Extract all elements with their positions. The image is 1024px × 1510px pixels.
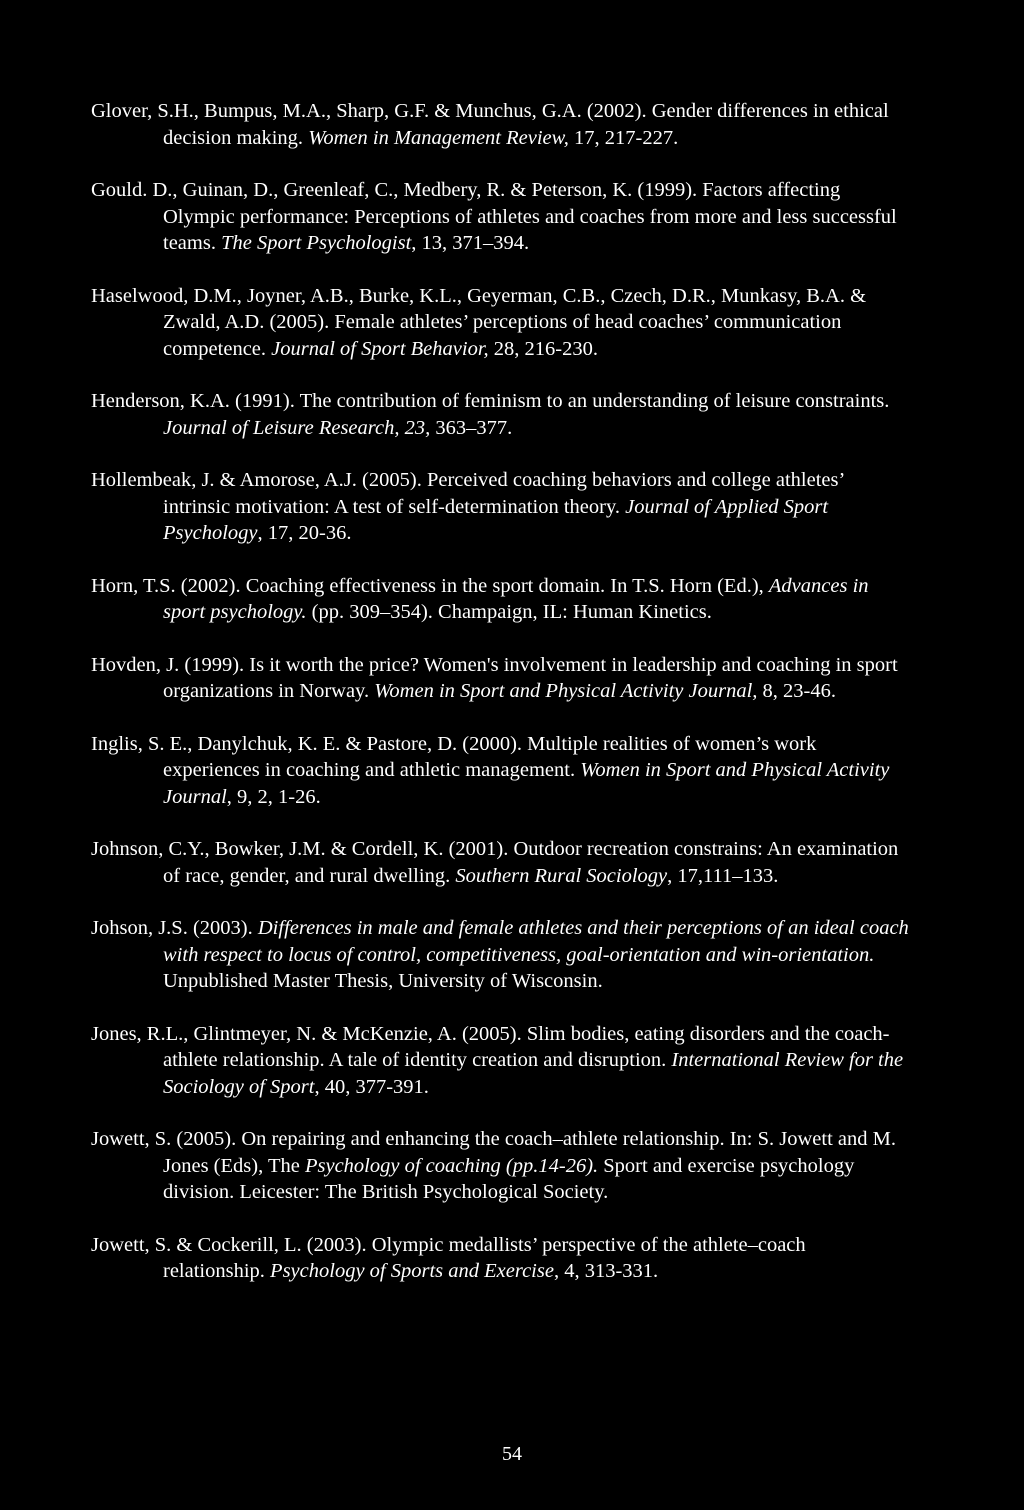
reference-text: Jowett, S. & Cockerill, L. (2003). Olympic medallists’ perspective of the athlete–coach relationship. xyxy=(91,1233,806,1282)
reference-source-title: Women in Management Review, xyxy=(308,126,569,149)
reference-text: Inglis, S. E., Danylchuk, K. E. & Pastore, D. (2000). Multiple realities of women’s work experiences in coaching and athletic management. xyxy=(91,732,817,781)
reference-text: Hovden, J. (1999). Is it worth the price? Women's involvement in leadership and coaching in sport organizations in Norway. xyxy=(91,653,898,702)
reference-entry xyxy=(91,98,911,151)
reference-text: Hollembeak, J. & Amorose, A.J. (2005). Perceived coaching behaviors and college athletes’ intrinsic motivation: A test of self-determination theory. xyxy=(91,469,844,518)
reference-text: Glover, S.H., Bumpus, M.A., Sharp, G.F. & Munchus, G.A. (2002). Gender differences in ethical decision making. xyxy=(91,100,889,149)
reference-entry xyxy=(91,1232,911,1285)
reference-text: 28, 216-230. xyxy=(488,337,598,360)
reference-entry xyxy=(91,731,911,811)
reference-text: Unpublished Master Thesis, University of Wisconsin. xyxy=(163,970,603,992)
reference-entry xyxy=(91,283,911,363)
reference-text: Johnson, C.Y., Bowker, J.M. & Cordell, K. (2001). Outdoor recreation constrains: An examination of race, gender, and rural dwelling. xyxy=(91,838,899,887)
reference-entry xyxy=(91,1126,911,1206)
reference-text: 17, 217-227. xyxy=(568,126,679,149)
reference-source-title: International Review for the Sociology of Sport xyxy=(163,1049,904,1098)
reference-text: Jones, R.L., Glintmeyer, N. & McKenzie, A. (2005). Slim bodies, eating disorders and the coach-athlete relationship. A tale of identity creation and disruption. xyxy=(91,1022,890,1071)
reference-entry xyxy=(91,652,911,705)
reference-source-title: Psychology of Sports and Exercise xyxy=(270,1260,554,1282)
reference-source-title: Southern Rural Sociology xyxy=(455,864,668,887)
reference-text: Haselwood, D.M., Joyner, A.B., Burke, K.L., Geyerman, C.B., Czech, D.R., Munkasy, B.A. & Zwald, A.D. (2005). Female athletes’ perceptions of head coaches’ communication competence. xyxy=(91,284,867,360)
reference-source-title: Women in Sport and Physical Activity Journal xyxy=(163,759,890,808)
reference-list xyxy=(91,98,911,1311)
reference-text: , 40, 377-391. xyxy=(314,1075,429,1098)
reference-text: , 17,111–133. xyxy=(667,864,779,887)
reference-text: , 4, 313-331. xyxy=(553,1260,659,1282)
reference-text: (pp. 309–354). Champaign, IL: Human Kinetics. xyxy=(306,601,712,623)
reference-source-title: Journal of Applied Sport Psychology xyxy=(163,495,829,544)
reference-text: Johson, J.S. (2003). xyxy=(91,917,258,939)
reference-text: Sport and exercise psychology division. Leicester: The British Psychological Society. xyxy=(163,1154,855,1203)
reference-source-title: Psychology of coaching (pp.14-26). xyxy=(304,1154,599,1177)
reference-source-title: Advances in sport psychology. xyxy=(163,574,869,623)
reference-text: , 13, 371–394. xyxy=(411,232,530,254)
reference-text: Gould. D., Guinan, D., Greenleaf, C., Medbery, R. & Peterson, K. (1999). Factors affecting Olympic performance: Perceptions of athletes and coaches from more and less successful teams. xyxy=(91,179,897,254)
reference-entry xyxy=(91,836,911,889)
reference-entry xyxy=(91,573,911,626)
reference-source-title: Differences in male and female athletes and their perceptions of an ideal coach with respect to locus of control, competitiveness, goal-orientation and win-orientation. xyxy=(163,917,909,966)
reference-entry xyxy=(91,1021,911,1101)
reference-source-title: Women in Sport and Physical Activity Journal, xyxy=(374,680,758,702)
reference-entry xyxy=(91,915,911,995)
reference-entry xyxy=(91,388,911,441)
reference-text: Henderson, K.A. (1991). The contribution of feminism to an understanding of leisure constraints. xyxy=(91,390,890,412)
reference-text: Horn, T.S. (2002). Coaching effectiveness in the sport domain. In T.S. Horn (Ed.), xyxy=(91,574,769,597)
reference-text: Jowett, S. (2005). On repairing and enhancing the coach–athlete relationship. In: S. Jowett and M. Jones (Eds), The xyxy=(91,1128,896,1177)
reference-entry xyxy=(91,467,911,547)
reference-text: , 17, 20-36. xyxy=(257,522,352,544)
reference-entry xyxy=(91,177,911,257)
page-number: 54 xyxy=(502,1443,522,1465)
reference-source-title: Journal of Leisure Research, 23, xyxy=(163,416,431,439)
reference-text: , 9, 2, 1-26. xyxy=(226,785,321,808)
reference-text: 8, 23-46. xyxy=(757,680,836,702)
reference-source-title: The Sport Psychologist xyxy=(221,232,412,254)
reference-source-title: Journal of Sport Behavior, xyxy=(271,337,489,360)
reference-text: 363–377. xyxy=(430,416,513,439)
